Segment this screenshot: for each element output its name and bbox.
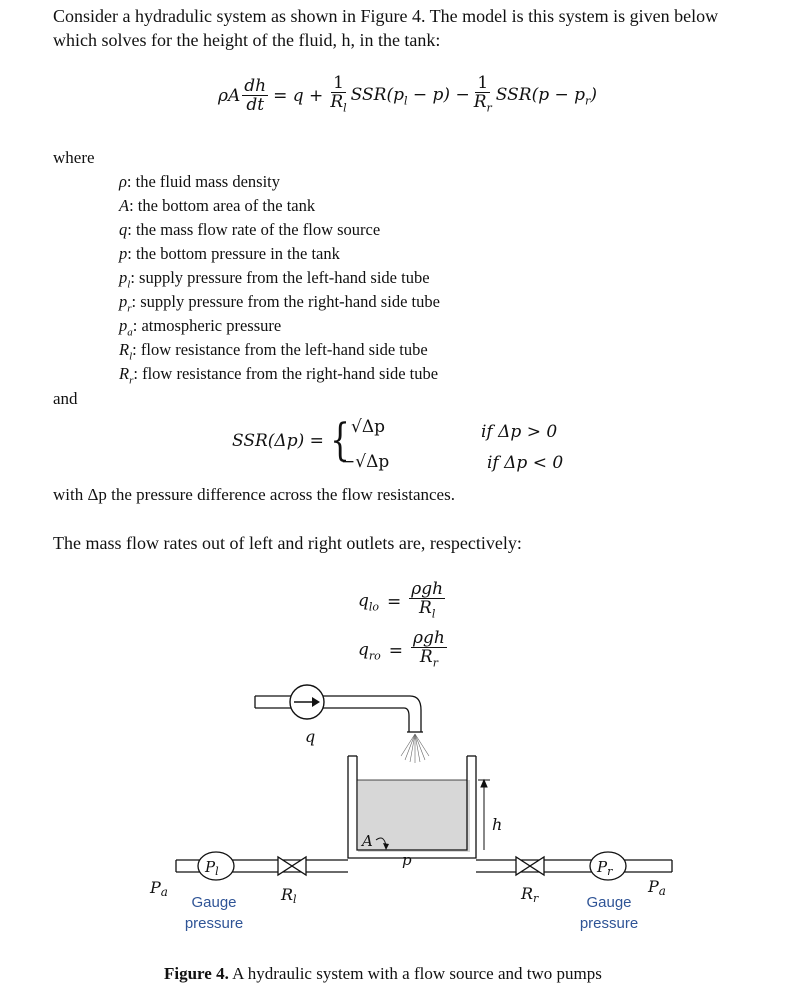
eq-rr: R bbox=[473, 92, 487, 112]
definition-symbol: p bbox=[119, 244, 128, 263]
definitions-list bbox=[119, 170, 440, 386]
qlo-num: ρgh bbox=[411, 579, 444, 599]
eq-rr-sub: r bbox=[486, 101, 492, 115]
qro-equals: = bbox=[388, 640, 404, 661]
gauge-left-line-1: Gauge bbox=[191, 894, 237, 911]
definition-symbol: p bbox=[119, 268, 128, 287]
definition-text: : supply pressure from the right-hand side tube bbox=[131, 292, 440, 311]
eq-term2-text: SSR(p − p bbox=[495, 84, 586, 105]
eq-rl-sub: l bbox=[343, 101, 347, 115]
eq-equals-q: = q + bbox=[273, 85, 324, 106]
ssr-cond-1: if Δp > 0 bbox=[481, 422, 558, 442]
figure-caption bbox=[164, 964, 602, 984]
main-equation bbox=[218, 74, 597, 117]
qro-den-sub: r bbox=[432, 656, 438, 670]
hydraulic-system-diagram bbox=[0, 670, 794, 960]
qlo-symbol: q bbox=[358, 590, 369, 611]
definition-text: : flow resistance from the left-hand side tube bbox=[132, 340, 428, 359]
eq-frac-rr bbox=[472, 74, 494, 117]
height-indicator bbox=[478, 780, 490, 850]
definition-text: : supply pressure from the left-hand side tube bbox=[130, 268, 430, 287]
pl-label: $P_l$ bbox=[205, 858, 219, 878]
eq-term1 bbox=[351, 85, 470, 107]
where-label: where bbox=[53, 148, 95, 167]
definition-item bbox=[119, 338, 440, 362]
pa-left-label: Pa bbox=[150, 878, 168, 899]
qlo-den-sub: l bbox=[431, 607, 436, 621]
qro-frac bbox=[411, 629, 447, 672]
qro-equation bbox=[358, 629, 447, 672]
gauge-right-line-2: pressure bbox=[579, 915, 639, 932]
pa-right-label: Pa bbox=[648, 877, 666, 898]
qlo-frac bbox=[409, 580, 445, 623]
supply-pipe bbox=[255, 696, 423, 732]
eq-one-r: 1 bbox=[477, 73, 489, 93]
definition-item bbox=[119, 266, 440, 290]
with-line: with Δp the pressure difference across the flow resistances. bbox=[53, 485, 455, 504]
p-label: p bbox=[402, 851, 412, 869]
ssr-case-2: −√Δp bbox=[341, 452, 390, 472]
flow-source-icon bbox=[290, 685, 324, 719]
definition-text: : the fluid mass density bbox=[126, 172, 280, 191]
qro-sub: ro bbox=[368, 648, 381, 662]
gauge-left-label bbox=[178, 892, 250, 934]
ssr-case-1: √Δp bbox=[351, 417, 385, 437]
pr-label: $P_r$ bbox=[597, 858, 613, 878]
eq-term2-sub: r bbox=[585, 93, 591, 107]
definition-item bbox=[119, 194, 440, 218]
definition-text: : atmospheric pressure bbox=[132, 316, 282, 335]
definition-symbol: p bbox=[119, 292, 128, 311]
definition-text: : the bottom area of the tank bbox=[129, 196, 316, 215]
definition-symbol: A bbox=[119, 196, 130, 215]
caption-text: A hydraulic system with a flow source and two pumps bbox=[228, 964, 602, 983]
caption-bold: Figure 4. bbox=[164, 964, 229, 983]
qlo-sub: lo bbox=[368, 599, 380, 613]
qro-den: R bbox=[419, 647, 433, 667]
q-label: q bbox=[305, 727, 316, 746]
eq-term1-end: − p) − bbox=[407, 84, 470, 105]
definition-item bbox=[119, 218, 440, 242]
definition-symbol: p bbox=[119, 316, 128, 335]
qlo-equation bbox=[358, 580, 445, 623]
eq-term1-sub: l bbox=[403, 93, 408, 107]
definition-subscript: a bbox=[127, 326, 133, 339]
qro-symbol: q bbox=[358, 639, 369, 660]
definition-item bbox=[119, 362, 440, 386]
right-pipe bbox=[476, 860, 672, 872]
qro-num: ρgh bbox=[413, 628, 445, 648]
definition-subscript: r bbox=[127, 302, 132, 315]
eq-term2 bbox=[496, 85, 597, 107]
eq-dt: dt bbox=[246, 95, 265, 116]
definition-text: : the bottom pressure in the tank bbox=[127, 244, 340, 263]
h-label: h bbox=[492, 815, 503, 834]
spray-icon bbox=[401, 734, 429, 763]
qlo-den: R bbox=[419, 598, 432, 618]
and-label: and bbox=[53, 389, 78, 408]
A-label: A bbox=[362, 832, 373, 850]
rr-label: Rr bbox=[521, 884, 539, 905]
definition-symbol: R bbox=[119, 340, 130, 359]
definition-symbol: R bbox=[119, 364, 130, 383]
qlo-equals: = bbox=[387, 591, 402, 612]
tank-fluid bbox=[358, 780, 470, 852]
definition-item bbox=[119, 314, 440, 338]
eq-term2-end: ) bbox=[590, 84, 597, 105]
ssr-lhs: SSR(Δp) = bbox=[232, 431, 324, 451]
eq-rl: R bbox=[330, 92, 344, 112]
rl-label: Rl bbox=[281, 885, 297, 906]
eq-one-l: 1 bbox=[333, 73, 344, 93]
gauge-right-label bbox=[573, 892, 645, 934]
definition-item bbox=[119, 242, 440, 266]
definition-subscript: l bbox=[127, 278, 131, 291]
eq-frac-rl bbox=[328, 74, 348, 117]
eq-dh-dt bbox=[242, 77, 268, 114]
eq-dh: dh bbox=[244, 76, 267, 97]
intro-line-1: Consider a hydradulic system as shown in Figure 4. The model is this system is given below bbox=[53, 6, 719, 26]
definition-item bbox=[119, 290, 440, 314]
definition-item bbox=[119, 170, 440, 194]
definition-text: : flow resistance from the right-hand side tube bbox=[133, 364, 439, 383]
eq-lhs-prefix: ρA bbox=[218, 85, 241, 106]
mass-flow-line: The mass flow rates out of left and right outlets are, respectively: bbox=[53, 533, 522, 553]
ssr-brace: { bbox=[330, 415, 350, 466]
ssr-cond-2: if Δp < 0 bbox=[487, 453, 564, 473]
eq-term1-text: SSR(p bbox=[350, 84, 404, 105]
definition-subscript: l bbox=[129, 350, 133, 363]
gauge-right-line-1: Gauge bbox=[586, 894, 632, 911]
definition-symbol: q bbox=[119, 220, 128, 239]
definition-text: : the mass flow rate of the flow source bbox=[127, 220, 381, 239]
intro-line-2: which solves for the height of the fluid, h, in the tank: bbox=[53, 30, 441, 50]
definition-subscript: r bbox=[129, 374, 134, 387]
definition-symbol: ρ bbox=[119, 172, 127, 191]
gauge-left-line-2: pressure bbox=[184, 915, 244, 932]
